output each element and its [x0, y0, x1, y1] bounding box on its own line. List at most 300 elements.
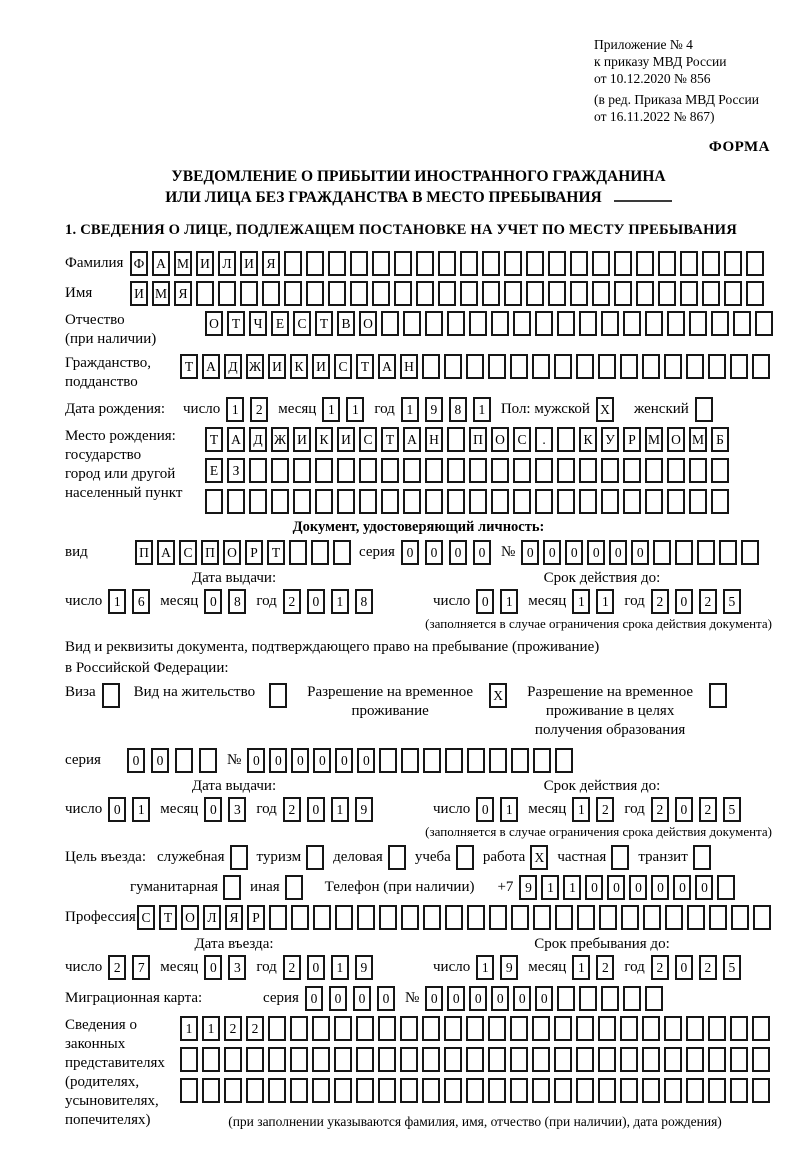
char-cell[interactable]: 2	[596, 955, 614, 980]
char-cell[interactable]	[445, 748, 463, 773]
char-cell[interactable]	[467, 748, 485, 773]
char-cell[interactable]: 1	[473, 397, 491, 422]
char-cell[interactable]	[425, 458, 443, 483]
char-cell[interactable]: 8	[228, 589, 246, 614]
char-cell[interactable]	[708, 354, 726, 379]
char-cell[interactable]: Т	[159, 905, 177, 930]
char-cell[interactable]: 0	[473, 540, 491, 565]
char-cell[interactable]	[312, 1047, 330, 1072]
char-cell[interactable]	[664, 1047, 682, 1072]
char-cell[interactable]	[511, 905, 529, 930]
char-cell[interactable]: 5	[723, 589, 741, 614]
char-cell[interactable]	[284, 251, 302, 276]
char-cell[interactable]: П	[201, 540, 219, 565]
char-cell[interactable]	[425, 489, 443, 514]
char-cell[interactable]: 0	[377, 986, 395, 1011]
char-cell[interactable]	[394, 281, 412, 306]
char-cell[interactable]	[466, 1078, 484, 1103]
char-cell[interactable]	[755, 311, 773, 336]
char-cell[interactable]: 9	[355, 955, 373, 980]
char-cell[interactable]	[510, 1078, 528, 1103]
purpose-private-checkbox[interactable]	[611, 845, 629, 870]
purpose-other-checkbox[interactable]	[285, 875, 303, 900]
char-cell[interactable]	[269, 905, 287, 930]
char-cell[interactable]: 3	[228, 797, 246, 822]
char-cell[interactable]: 5	[723, 955, 741, 980]
char-cell[interactable]: З	[227, 458, 245, 483]
char-cell[interactable]: 1	[572, 589, 590, 614]
char-cell[interactable]: Т	[267, 540, 285, 565]
char-cell[interactable]	[557, 489, 575, 514]
char-cell[interactable]: 1	[226, 397, 244, 422]
char-cell[interactable]	[438, 251, 456, 276]
char-cell[interactable]: Р	[245, 540, 263, 565]
char-cell[interactable]	[570, 251, 588, 276]
char-cell[interactable]	[752, 354, 770, 379]
char-cell[interactable]: 1	[180, 1016, 198, 1041]
char-cell[interactable]	[532, 1016, 550, 1041]
char-cell[interactable]: У	[601, 427, 619, 452]
char-cell[interactable]	[510, 1047, 528, 1072]
char-cell[interactable]	[697, 540, 715, 565]
char-cell[interactable]: Л	[203, 905, 221, 930]
char-cell[interactable]	[268, 1047, 286, 1072]
char-cell[interactable]	[315, 489, 333, 514]
char-cell[interactable]	[378, 1047, 396, 1072]
char-cell[interactable]: 0	[269, 748, 287, 773]
char-cell[interactable]: Ф	[130, 251, 148, 276]
char-cell[interactable]	[510, 1016, 528, 1041]
char-cell[interactable]: М	[645, 427, 663, 452]
char-cell[interactable]: 1	[202, 1016, 220, 1041]
char-cell[interactable]	[416, 251, 434, 276]
char-cell[interactable]	[337, 458, 355, 483]
char-cell[interactable]	[601, 458, 619, 483]
char-cell[interactable]	[312, 1016, 330, 1041]
char-cell[interactable]	[532, 354, 550, 379]
char-cell[interactable]: 0	[425, 540, 443, 565]
char-cell[interactable]	[557, 427, 575, 452]
char-cell[interactable]: 0	[353, 986, 371, 1011]
char-cell[interactable]	[535, 489, 553, 514]
char-cell[interactable]	[335, 905, 353, 930]
char-cell[interactable]	[504, 281, 522, 306]
char-cell[interactable]	[653, 540, 671, 565]
char-cell[interactable]	[620, 1078, 638, 1103]
char-cell[interactable]: 2	[699, 797, 717, 822]
char-cell[interactable]: 1	[572, 797, 590, 822]
char-cell[interactable]	[469, 489, 487, 514]
char-cell[interactable]	[623, 311, 641, 336]
char-cell[interactable]	[403, 311, 421, 336]
char-cell[interactable]	[491, 458, 509, 483]
char-cell[interactable]: Т	[356, 354, 374, 379]
char-cell[interactable]: 1	[500, 797, 518, 822]
char-cell[interactable]: 0	[651, 875, 669, 900]
char-cell[interactable]	[730, 1047, 748, 1072]
char-cell[interactable]: Т	[180, 354, 198, 379]
char-cell[interactable]	[311, 540, 329, 565]
char-cell[interactable]: 9	[500, 955, 518, 980]
char-cell[interactable]: 0	[425, 986, 443, 1011]
char-cell[interactable]	[313, 905, 331, 930]
char-cell[interactable]: 2	[699, 955, 717, 980]
char-cell[interactable]	[620, 354, 638, 379]
char-cell[interactable]	[555, 748, 573, 773]
char-cell[interactable]	[554, 1016, 572, 1041]
char-cell[interactable]	[664, 354, 682, 379]
char-cell[interactable]	[202, 1078, 220, 1103]
char-cell[interactable]	[753, 905, 771, 930]
char-cell[interactable]: 0	[675, 589, 693, 614]
char-cell[interactable]: О	[491, 427, 509, 452]
char-cell[interactable]	[642, 1016, 660, 1041]
char-cell[interactable]	[491, 489, 509, 514]
char-cell[interactable]	[533, 748, 551, 773]
char-cell[interactable]: Ч	[249, 311, 267, 336]
char-cell[interactable]	[601, 986, 619, 1011]
char-cell[interactable]	[557, 986, 575, 1011]
char-cell[interactable]	[746, 251, 764, 276]
char-cell[interactable]: .	[535, 427, 553, 452]
char-cell[interactable]	[425, 311, 443, 336]
char-cell[interactable]	[504, 251, 522, 276]
char-cell[interactable]	[645, 489, 663, 514]
char-cell[interactable]: 0	[521, 540, 539, 565]
char-cell[interactable]	[645, 311, 663, 336]
sex-female-checkbox[interactable]	[695, 397, 713, 422]
char-cell[interactable]: 1	[541, 875, 559, 900]
char-cell[interactable]	[664, 1078, 682, 1103]
char-cell[interactable]: Д	[224, 354, 242, 379]
char-cell[interactable]	[717, 875, 735, 900]
char-cell[interactable]: 0	[629, 875, 647, 900]
char-cell[interactable]: 0	[447, 986, 465, 1011]
char-cell[interactable]: 0	[401, 540, 419, 565]
char-cell[interactable]: 0	[609, 540, 627, 565]
char-cell[interactable]: 1	[331, 797, 349, 822]
char-cell[interactable]: 8	[355, 589, 373, 614]
char-cell[interactable]: 1	[572, 955, 590, 980]
char-cell[interactable]: 0	[307, 955, 325, 980]
char-cell[interactable]: 0	[305, 986, 323, 1011]
char-cell[interactable]: 8	[449, 397, 467, 422]
char-cell[interactable]	[356, 1047, 374, 1072]
char-cell[interactable]	[513, 458, 531, 483]
char-cell[interactable]: 0	[469, 986, 487, 1011]
char-cell[interactable]: И	[293, 427, 311, 452]
char-cell[interactable]	[711, 311, 729, 336]
char-cell[interactable]	[636, 281, 654, 306]
char-cell[interactable]	[730, 1078, 748, 1103]
char-cell[interactable]: Р	[247, 905, 265, 930]
char-cell[interactable]: 2	[283, 797, 301, 822]
char-cell[interactable]	[623, 489, 641, 514]
sex-male-checkbox[interactable]: X	[596, 397, 614, 422]
char-cell[interactable]: М	[689, 427, 707, 452]
char-cell[interactable]	[469, 311, 487, 336]
char-cell[interactable]	[403, 458, 421, 483]
char-cell[interactable]	[400, 1047, 418, 1072]
char-cell[interactable]	[447, 489, 465, 514]
char-cell[interactable]: 1	[476, 955, 494, 980]
purpose-work-checkbox[interactable]: X	[530, 845, 548, 870]
char-cell[interactable]	[488, 1078, 506, 1103]
char-cell[interactable]	[623, 458, 641, 483]
char-cell[interactable]	[262, 281, 280, 306]
char-cell[interactable]: 0	[675, 955, 693, 980]
char-cell[interactable]: А	[403, 427, 421, 452]
char-cell[interactable]	[447, 427, 465, 452]
char-cell[interactable]	[180, 1047, 198, 1072]
char-cell[interactable]	[423, 748, 441, 773]
char-cell[interactable]: 2	[651, 955, 669, 980]
char-cell[interactable]	[623, 986, 641, 1011]
char-cell[interactable]: В	[337, 311, 355, 336]
char-cell[interactable]: 0	[204, 797, 222, 822]
char-cell[interactable]	[337, 489, 355, 514]
char-cell[interactable]	[218, 281, 236, 306]
char-cell[interactable]: О	[223, 540, 241, 565]
char-cell[interactable]	[532, 1047, 550, 1072]
char-cell[interactable]	[675, 540, 693, 565]
char-cell[interactable]	[422, 1047, 440, 1072]
char-cell[interactable]: 0	[607, 875, 625, 900]
char-cell[interactable]	[667, 458, 685, 483]
char-cell[interactable]	[576, 1016, 594, 1041]
char-cell[interactable]	[460, 281, 478, 306]
char-cell[interactable]	[752, 1078, 770, 1103]
char-cell[interactable]: 2	[699, 589, 717, 614]
char-cell[interactable]	[489, 748, 507, 773]
char-cell[interactable]	[665, 905, 683, 930]
char-cell[interactable]: П	[135, 540, 153, 565]
char-cell[interactable]: Л	[218, 251, 236, 276]
char-cell[interactable]: 0	[247, 748, 265, 773]
char-cell[interactable]	[620, 1016, 638, 1041]
char-cell[interactable]: О	[181, 905, 199, 930]
char-cell[interactable]	[306, 251, 324, 276]
char-cell[interactable]	[598, 1078, 616, 1103]
char-cell[interactable]: И	[337, 427, 355, 452]
char-cell[interactable]	[513, 489, 531, 514]
char-cell[interactable]	[466, 1047, 484, 1072]
char-cell[interactable]	[532, 1078, 550, 1103]
char-cell[interactable]	[557, 311, 575, 336]
char-cell[interactable]	[636, 251, 654, 276]
char-cell[interactable]	[667, 489, 685, 514]
char-cell[interactable]	[488, 1047, 506, 1072]
char-cell[interactable]: 0	[204, 955, 222, 980]
char-cell[interactable]	[180, 1078, 198, 1103]
char-cell[interactable]: К	[315, 427, 333, 452]
char-cell[interactable]	[667, 311, 685, 336]
char-cell[interactable]	[601, 489, 619, 514]
char-cell[interactable]	[249, 489, 267, 514]
char-cell[interactable]	[202, 1047, 220, 1072]
char-cell[interactable]	[482, 281, 500, 306]
char-cell[interactable]	[394, 251, 412, 276]
purpose-business-checkbox[interactable]	[388, 845, 406, 870]
visa-checkbox[interactable]	[102, 683, 120, 708]
char-cell[interactable]	[306, 281, 324, 306]
char-cell[interactable]: 2	[651, 589, 669, 614]
char-cell[interactable]: Ж	[246, 354, 264, 379]
char-cell[interactable]: 0	[307, 589, 325, 614]
char-cell[interactable]	[438, 281, 456, 306]
char-cell[interactable]: И	[196, 251, 214, 276]
char-cell[interactable]: 1	[331, 955, 349, 980]
char-cell[interactable]	[535, 311, 553, 336]
char-cell[interactable]: 9	[425, 397, 443, 422]
char-cell[interactable]: С	[359, 427, 377, 452]
char-cell[interactable]	[444, 1047, 462, 1072]
char-cell[interactable]	[645, 986, 663, 1011]
char-cell[interactable]	[381, 311, 399, 336]
char-cell[interactable]	[444, 1078, 462, 1103]
char-cell[interactable]	[643, 905, 661, 930]
char-cell[interactable]	[416, 281, 434, 306]
char-cell[interactable]: 0	[307, 797, 325, 822]
char-cell[interactable]: 1	[563, 875, 581, 900]
char-cell[interactable]: 3	[228, 955, 246, 980]
char-cell[interactable]	[400, 1078, 418, 1103]
char-cell[interactable]: 1	[401, 397, 419, 422]
char-cell[interactable]: М	[174, 251, 192, 276]
char-cell[interactable]: 0	[585, 875, 603, 900]
char-cell[interactable]	[291, 905, 309, 930]
char-cell[interactable]	[621, 905, 639, 930]
char-cell[interactable]	[422, 1078, 440, 1103]
char-cell[interactable]: 1	[500, 589, 518, 614]
char-cell[interactable]: И	[240, 251, 258, 276]
char-cell[interactable]	[752, 1016, 770, 1041]
char-cell[interactable]: 0	[565, 540, 583, 565]
char-cell[interactable]	[741, 540, 759, 565]
char-cell[interactable]	[400, 1016, 418, 1041]
char-cell[interactable]	[579, 311, 597, 336]
char-cell[interactable]: 0	[695, 875, 713, 900]
char-cell[interactable]: 0	[513, 986, 531, 1011]
char-cell[interactable]: 2	[283, 955, 301, 980]
char-cell[interactable]	[199, 748, 217, 773]
char-cell[interactable]	[246, 1047, 264, 1072]
char-cell[interactable]	[576, 1047, 594, 1072]
temp-residence-checkbox[interactable]: X	[489, 683, 507, 708]
char-cell[interactable]: 9	[519, 875, 537, 900]
char-cell[interactable]	[334, 1047, 352, 1072]
char-cell[interactable]	[224, 1078, 242, 1103]
char-cell[interactable]	[579, 986, 597, 1011]
char-cell[interactable]	[513, 311, 531, 336]
char-cell[interactable]	[554, 1078, 572, 1103]
char-cell[interactable]	[598, 1016, 616, 1041]
char-cell[interactable]	[381, 489, 399, 514]
char-cell[interactable]	[350, 251, 368, 276]
char-cell[interactable]	[579, 489, 597, 514]
char-cell[interactable]: 2	[250, 397, 268, 422]
char-cell[interactable]	[289, 540, 307, 565]
char-cell[interactable]	[328, 281, 346, 306]
char-cell[interactable]	[379, 905, 397, 930]
purpose-study-checkbox[interactable]	[456, 845, 474, 870]
char-cell[interactable]	[447, 458, 465, 483]
char-cell[interactable]	[724, 281, 742, 306]
char-cell[interactable]: 1	[346, 397, 364, 422]
char-cell[interactable]	[642, 1078, 660, 1103]
char-cell[interactable]: 7	[132, 955, 150, 980]
char-cell[interactable]	[511, 748, 529, 773]
char-cell[interactable]	[333, 540, 351, 565]
char-cell[interactable]: И	[312, 354, 330, 379]
char-cell[interactable]	[271, 489, 289, 514]
char-cell[interactable]: 0	[631, 540, 649, 565]
char-cell[interactable]	[378, 1078, 396, 1103]
char-cell[interactable]	[686, 354, 704, 379]
char-cell[interactable]	[533, 905, 551, 930]
char-cell[interactable]	[731, 905, 749, 930]
purpose-tourism-checkbox[interactable]	[306, 845, 324, 870]
char-cell[interactable]: 0	[476, 589, 494, 614]
char-cell[interactable]	[356, 1016, 374, 1041]
char-cell[interactable]: А	[378, 354, 396, 379]
char-cell[interactable]	[271, 458, 289, 483]
char-cell[interactable]: 0	[675, 797, 693, 822]
char-cell[interactable]: 0	[335, 748, 353, 773]
char-cell[interactable]	[664, 1016, 682, 1041]
char-cell[interactable]	[658, 251, 676, 276]
char-cell[interactable]: 0	[587, 540, 605, 565]
char-cell[interactable]: 0	[491, 986, 509, 1011]
char-cell[interactable]	[447, 311, 465, 336]
char-cell[interactable]: Е	[271, 311, 289, 336]
char-cell[interactable]	[689, 458, 707, 483]
char-cell[interactable]	[444, 354, 462, 379]
char-cell[interactable]	[719, 540, 737, 565]
char-cell[interactable]	[570, 281, 588, 306]
char-cell[interactable]: С	[293, 311, 311, 336]
char-cell[interactable]	[205, 489, 223, 514]
char-cell[interactable]: С	[513, 427, 531, 452]
char-cell[interactable]: Н	[400, 354, 418, 379]
char-cell[interactable]: 1	[331, 589, 349, 614]
char-cell[interactable]	[687, 905, 705, 930]
char-cell[interactable]: 0	[329, 986, 347, 1011]
char-cell[interactable]	[592, 251, 610, 276]
char-cell[interactable]	[510, 354, 528, 379]
char-cell[interactable]: К	[579, 427, 597, 452]
char-cell[interactable]	[555, 905, 573, 930]
char-cell[interactable]	[293, 489, 311, 514]
char-cell[interactable]: И	[268, 354, 286, 379]
char-cell[interactable]	[444, 1016, 462, 1041]
char-cell[interactable]: Е	[205, 458, 223, 483]
char-cell[interactable]	[224, 1047, 242, 1072]
char-cell[interactable]	[614, 251, 632, 276]
char-cell[interactable]	[284, 281, 302, 306]
char-cell[interactable]	[686, 1078, 704, 1103]
char-cell[interactable]	[249, 458, 267, 483]
char-cell[interactable]	[689, 311, 707, 336]
char-cell[interactable]: 0	[313, 748, 331, 773]
char-cell[interactable]: Я	[225, 905, 243, 930]
char-cell[interactable]	[350, 281, 368, 306]
char-cell[interactable]: 0	[108, 797, 126, 822]
char-cell[interactable]: 0	[151, 748, 169, 773]
char-cell[interactable]: 0	[291, 748, 309, 773]
char-cell[interactable]	[466, 354, 484, 379]
char-cell[interactable]	[312, 1078, 330, 1103]
